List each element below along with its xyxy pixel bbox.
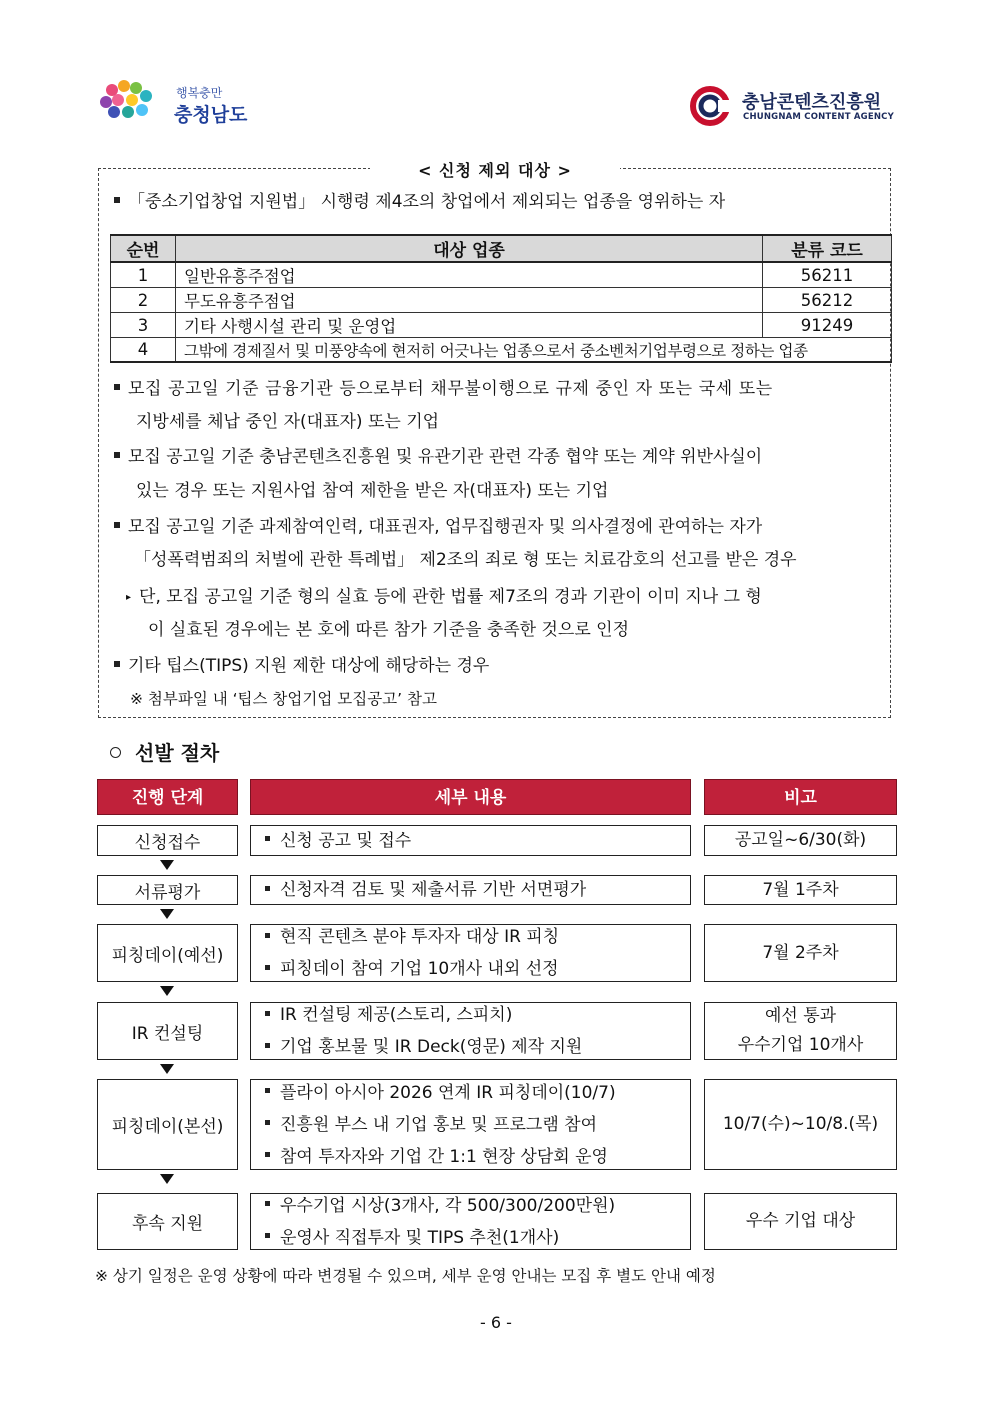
bullet-text: 모집 공고일 기준 금융기관 등으로부터 채무불이행으로 규제 중인 자 또는 국세 또는 xyxy=(128,379,773,399)
note-pitching-prelim xyxy=(704,924,897,982)
bullet-icon xyxy=(265,1120,270,1125)
bullet-icon xyxy=(114,197,120,203)
tips-reference-note: ※ 첨부파일 내 ‘팁스 창업기업 모집공고’ 참고 xyxy=(130,690,437,708)
note-text: 7월 2주차 xyxy=(762,942,839,963)
detail-text: 운영사 직접투자 및 TIPS 추천(1개사) xyxy=(280,1227,560,1248)
exclusion-intro-text: 「중소기업창업 지원법」 시행령 제4조의 창업에서 제외되는 업종을 영위하는 자 xyxy=(128,192,726,212)
col-header-stage: 진행 단계 xyxy=(97,779,238,815)
detail-text: 기업 홍보물 및 IR Deck(영문) 제작 지원 xyxy=(280,1037,583,1057)
table-row xyxy=(111,313,892,338)
section-heading xyxy=(110,737,219,766)
detail-item xyxy=(265,874,690,906)
note-pitching-final xyxy=(704,1079,897,1170)
detail-item xyxy=(265,1141,690,1173)
bullet-text-cont: 「성폭력범죄의 처벌에 관한 특례법」 제2조의 죄로 형 또는 치료감호의 선고를 받은 경우 xyxy=(134,550,797,570)
note-application xyxy=(704,825,897,856)
exclusion-bullet-2 xyxy=(114,446,762,468)
bullet-text-cont: 지방세를 체납 중인 자(대표자) 또는 기업 xyxy=(136,412,440,432)
detail-text: 플라이 아시아 2026 연계 IR 피칭데이(10/7) xyxy=(280,1082,616,1103)
exclusion-bullet-1 xyxy=(114,378,884,400)
content-agency-logo xyxy=(690,86,910,130)
excluded-industry-table xyxy=(110,234,892,363)
bullet-text: 모집 공고일 기준 충남콘텐츠진흥원 및 유관기관 관련 각종 협약 또는 계약 위반사실이 xyxy=(128,447,763,467)
row-code: 56211 xyxy=(763,262,892,288)
detail-text: 참여 투자자와 기업 간 1:1 현장 상담회 운영 xyxy=(280,1146,608,1167)
exclusion-title: < 신청 제외 대상 > xyxy=(370,158,620,180)
row-industry: 일반유흥주점업 xyxy=(176,262,763,288)
row-code: 91249 xyxy=(763,313,892,338)
note-text: 예선 통과 xyxy=(764,1006,837,1026)
detail-item xyxy=(265,1190,690,1222)
detail-text: IR 컨설팅 제공(스토리, 스피치) xyxy=(280,1005,513,1025)
bullet-icon xyxy=(114,452,120,458)
stage-ir-consulting: IR 컨설팅 xyxy=(97,1002,238,1060)
detail-item xyxy=(265,825,690,857)
detail-item xyxy=(265,921,690,953)
bullet-icon xyxy=(265,1233,270,1238)
detail-text: 현직 콘텐츠 분야 투자자 대상 IR 피칭 xyxy=(280,927,560,947)
col-header-code: 분류 코드 xyxy=(763,235,892,262)
down-arrow-icon xyxy=(160,986,174,996)
detail-item xyxy=(265,953,690,985)
chungnam-province-logo xyxy=(98,78,268,130)
detail-text: 신청자격 검토 및 제출서류 기반 서면평가 xyxy=(280,880,587,900)
exception-text-cont: 이 실효된 경우에는 본 호에 따른 참가 기준을 충족한 것으로 인정 xyxy=(148,620,630,640)
detail-follow-up xyxy=(250,1193,691,1250)
row-no: 4 xyxy=(111,338,176,363)
note-text: 우수 기업 대상 xyxy=(745,1211,856,1231)
exclusion-bullet-tips xyxy=(114,655,489,677)
detail-item xyxy=(265,1077,690,1109)
agency-english-name: CHUNGNAM CONTENT AGENCY xyxy=(743,112,894,122)
bullet-icon xyxy=(265,965,270,970)
circle-bullet-icon xyxy=(110,747,121,758)
bullet-icon xyxy=(265,1011,270,1016)
down-arrow-icon xyxy=(160,1064,174,1074)
row-industry: 기타 사행시설 관리 및 운영업 xyxy=(176,313,763,338)
flower-emblem-icon xyxy=(98,78,170,126)
exception-note xyxy=(126,586,762,611)
detail-document-review xyxy=(250,875,691,905)
stage-document-review: 서류평가 xyxy=(97,875,238,905)
detail-pitching-prelim xyxy=(250,924,691,982)
down-arrow-icon xyxy=(160,1174,174,1184)
bullet-icon xyxy=(265,933,270,938)
row-no: 2 xyxy=(111,288,176,313)
row-industry: 그밖에 경제질서 및 미풍양속에 현저히 어긋나는 업종으로서 중소벤처기업부령으로 정하는 업종 xyxy=(176,338,892,363)
table-row xyxy=(111,338,892,363)
detail-text: 신청 공고 및 접수 xyxy=(280,830,412,851)
bullet-icon xyxy=(265,886,270,891)
note-text: 공고일~6/30(화) xyxy=(734,830,867,850)
table-header-row xyxy=(111,235,892,262)
down-arrow-icon xyxy=(160,860,174,870)
note-ir-consulting xyxy=(704,1002,897,1060)
detail-item xyxy=(265,1031,690,1063)
detail-pitching-final xyxy=(250,1079,691,1170)
table-row xyxy=(111,262,892,288)
down-arrow-icon xyxy=(160,909,174,919)
row-no: 1 xyxy=(111,262,176,288)
col-header-no: 순번 xyxy=(111,235,176,262)
detail-text: 피칭데이 참여 기업 10개사 내외 선정 xyxy=(280,959,559,979)
bullet-text-cont: 있는 경우 또는 지원사업 참여 제한을 받은 자(대표자) 또는 기업 xyxy=(136,481,609,501)
schedule-footnote: ※ 상기 일정은 운영 상황에 따라 변경될 수 있으며, 세부 운영 안내는 모집 후 별도 안내 예정 xyxy=(95,1267,716,1285)
logo-tagline: 행복충만 xyxy=(176,86,223,100)
row-no: 3 xyxy=(111,313,176,338)
row-code: 56212 xyxy=(763,288,892,313)
detail-item xyxy=(265,999,690,1031)
detail-item xyxy=(265,1109,690,1141)
bullet-icon xyxy=(114,661,120,667)
col-header-note: 비고 xyxy=(704,779,897,815)
bullet-icon xyxy=(265,1201,270,1206)
detail-text: 우수기업 시상(3개사, 각 500/300/200만원) xyxy=(280,1195,616,1216)
note-text: 우수기업 10개사 xyxy=(737,1035,864,1055)
note-text: 10/7(수)~10/8.(목) xyxy=(722,1114,879,1134)
exclusion-intro xyxy=(114,191,725,213)
bullet-icon xyxy=(114,522,120,528)
page-number: - 6 - xyxy=(480,1313,512,1332)
bullet-icon xyxy=(265,1152,270,1157)
agency-name: 충남콘텐츠진흥원 xyxy=(742,92,882,113)
bullet-icon xyxy=(265,1043,270,1048)
section-heading-text: 선발 절차 xyxy=(135,741,220,765)
detail-text: 진흥원 부스 내 기업 홍보 및 프로그램 참여 xyxy=(280,1114,598,1135)
stage-follow-up: 후속 지원 xyxy=(97,1193,238,1250)
stage-pitching-final: 피칭데이(본선) xyxy=(97,1079,238,1170)
bullet-icon xyxy=(265,836,270,841)
stage-application: 신청접수 xyxy=(97,825,238,856)
triangle-bullet-icon: ▸ xyxy=(126,592,132,603)
table-row xyxy=(111,288,892,313)
bullet-text: 모집 공고일 기준 과제참여인력, 대표권자, 업무집행권자 및 의사결정에 관여하는 자가 xyxy=(128,517,763,537)
agency-emblem-icon xyxy=(690,86,734,126)
note-text: 7월 1주차 xyxy=(762,879,839,900)
exception-text: 단, 모집 공고일 기준 형의 실효 등에 관한 법률 제7조의 경과 기관이 이미 지나 그 형 xyxy=(139,587,762,607)
note-follow-up xyxy=(704,1193,897,1250)
detail-application xyxy=(250,825,691,856)
exclusion-bullet-3 xyxy=(114,516,762,538)
col-header-industry: 대상 업종 xyxy=(176,235,763,262)
bullet-icon xyxy=(265,1088,270,1093)
col-header-detail: 세부 내용 xyxy=(250,779,691,815)
row-industry: 무도유흥주점업 xyxy=(176,288,763,313)
bullet-icon xyxy=(114,384,120,390)
detail-item xyxy=(265,1222,690,1254)
detail-ir-consulting xyxy=(250,1002,691,1060)
stage-pitching-prelim: 피칭데이(예선) xyxy=(97,924,238,982)
bullet-text: 기타 팁스(TIPS) 지원 제한 대상에 해당하는 경우 xyxy=(128,656,490,676)
note-document-review xyxy=(704,875,897,905)
logo-name: 충청남도 xyxy=(174,104,248,126)
